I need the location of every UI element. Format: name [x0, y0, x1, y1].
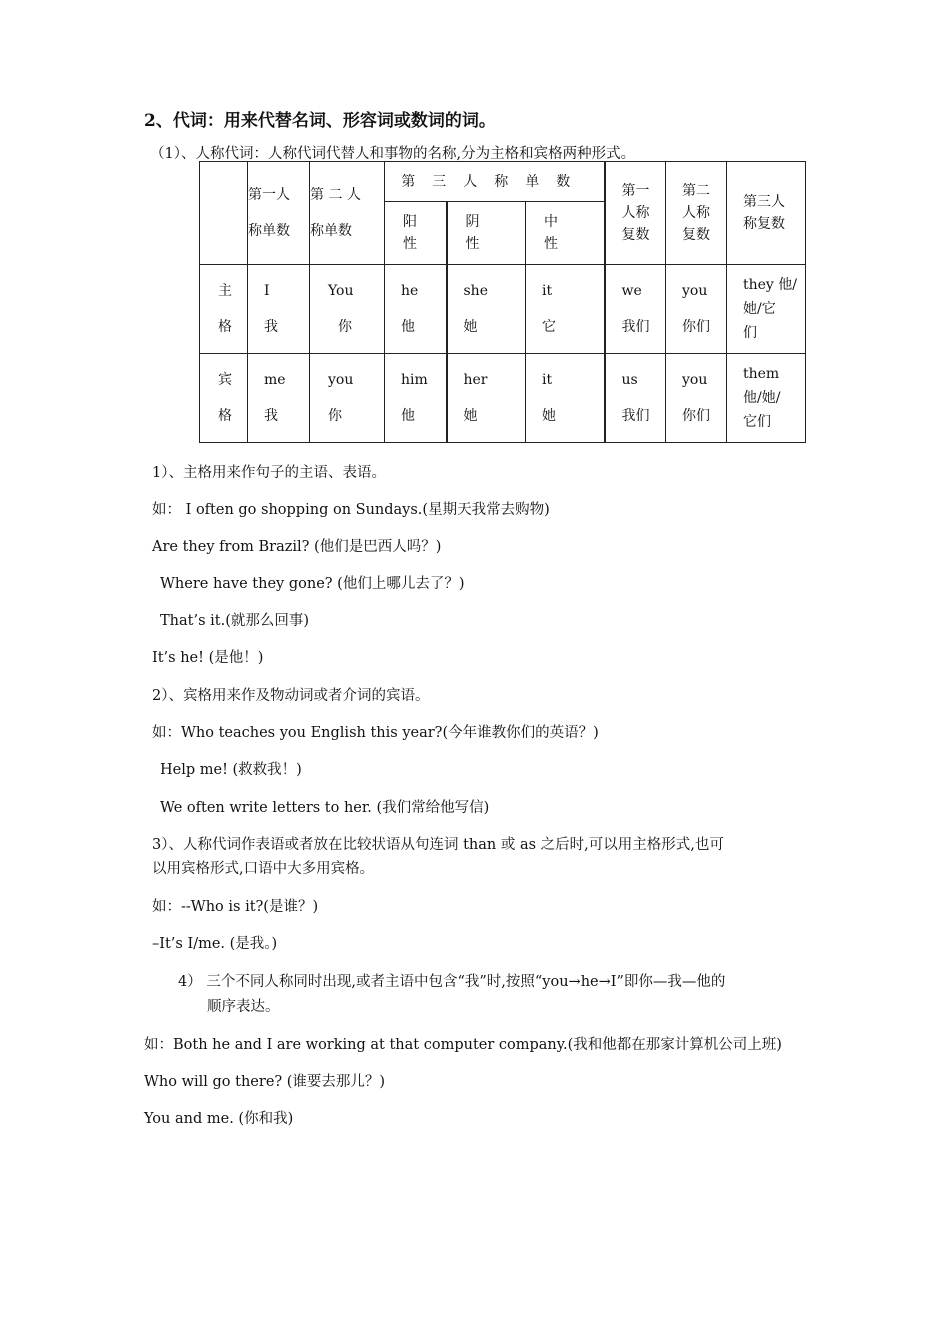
table-row-objective [200, 354, 806, 443]
example-line: That’s it.(就那么回事) [160, 613, 310, 629]
example-line: You and me. (你和我) [144, 1111, 294, 1127]
table-cell: he 他 [385, 265, 447, 354]
table-cell: us 我们 [605, 354, 666, 443]
table-cell: her 她 [447, 354, 526, 443]
header-neuter: 中 性 [526, 202, 605, 265]
rule-4-continued: 顺序表达。 [207, 999, 280, 1015]
table-cell: she 她 [447, 265, 526, 354]
table-cell: him 他 [385, 354, 447, 443]
table-cell: them 他/她/ 它们 [727, 354, 806, 443]
header-first-plural: 第一 人称 复数 [605, 162, 666, 265]
section-heading: 2、代词：用来代替名词、形容词或数词的词。 [144, 111, 496, 131]
example-line: It’s he! (是他！) [152, 650, 264, 666]
example-line: 如： I often go shopping on Sundays.(星期天我常去购物) [152, 502, 550, 518]
example-line: Who will go there? (谁要去那儿？) [144, 1074, 386, 1090]
table-row-subjective [200, 265, 806, 354]
example-line: Are they from Brazil? (他们是巴西人吗？) [152, 539, 442, 555]
row-label-objective: 宾 格 [200, 354, 248, 443]
table-cell: I 我 [248, 265, 310, 354]
rule-3: 3）、人称代词作表语或者放在比较状语从句连词 than 或 as 之后时,可以用主格形式,也可 [152, 837, 724, 853]
table-cell: we 我们 [605, 265, 666, 354]
table-cell: me 我 [248, 354, 310, 443]
rule-4: 4） 三个不同人称同时出现,或者主语中包含“我”时,按照“you→he→I”即你—我—他的 [178, 974, 726, 990]
header-second-plural: 第二 人称 复数 [666, 162, 727, 265]
table-cell: you 你们 [666, 265, 727, 354]
header-feminine: 阴 性 [447, 202, 526, 265]
table-cell: you 你们 [666, 354, 727, 443]
example-line: We often write letters to her. (我们常给他写信) [160, 800, 490, 816]
example-line: 如：Both he and I are working at that computer company.(我和他都在那家计算机公司上班) [144, 1037, 782, 1053]
header-masculine: 阳 性 [385, 202, 447, 265]
example-line: 如：--Who is it?(是谁？) [152, 899, 319, 915]
header-second-singular: 第 二 人 称单数 [310, 162, 385, 265]
example-line: Help me! (救救我！) [160, 762, 302, 778]
header-first-singular: 第一人 称单数 [248, 162, 310, 265]
pronoun-table [199, 161, 806, 443]
rule-2: 2）、宾格用来作及物动词或者介词的宾语。 [152, 688, 430, 704]
table-corner-cell [200, 162, 248, 265]
example-line: Where have they gone? (他们上哪儿去了？) [160, 576, 465, 592]
example-line: –It’s I/me. (是我。) [152, 936, 278, 952]
header-third-singular: 第三人称单数 [385, 162, 605, 202]
header-third-plural: 第三人 称复数 [727, 162, 806, 265]
section-subheading: （1）、人称代词：人称代词代替人和事物的名称,分为主格和宾格两种形式。 [150, 146, 636, 162]
rule-3-continued: 以用宾格形式,口语中大多用宾格。 [152, 861, 375, 877]
table-cell: you 你 [310, 354, 385, 443]
table-cell: it 它 [526, 265, 605, 354]
table-cell: it 她 [526, 354, 605, 443]
row-label-subjective: 主 格 [200, 265, 248, 354]
table-cell: You 你 [310, 265, 385, 354]
rule-1: 1）、主格用来作句子的主语、表语。 [152, 465, 386, 481]
table-cell: they 他/ 她/它 们 [727, 265, 806, 354]
example-line: 如：Who teaches you English this year?(今年谁教你们的英语？) [152, 725, 599, 741]
